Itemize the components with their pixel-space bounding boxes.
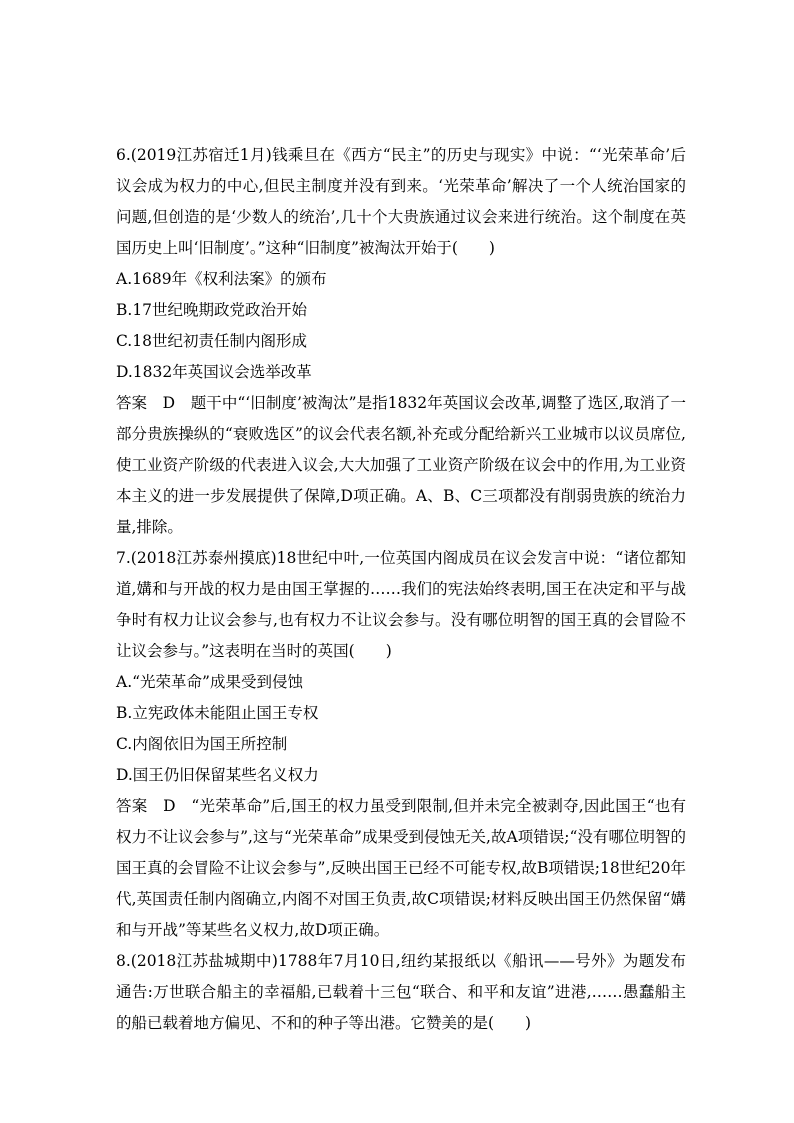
question-6-option-d: D.1832年英国议会选举改革 <box>116 363 312 381</box>
question-6-option-a: A.1689年《权利法案》的颁布 <box>116 270 327 288</box>
question-7-answer: 答案 D “光荣革命”后,国王的权力虽受到限制,但并未完全被剥夺,因此国王“也有权力不让议会参与”,这与“光荣革命”成果受到侵蚀无关,故A项错误;“没有哪位明智的国王真的会冒险不让议会参与”,反映出国王已经不可能专权,故B项错误;18世纪20年代,英国责任制内阁确立,内阁不对国王负责,故C项错误;材料反映出国王仍然保留“媾和与开战”等某些名义权力,故D项正确。 <box>116 797 686 939</box>
question-7-option-a: A.“光荣革命”成果受到侵蚀 <box>116 673 303 691</box>
question-6-option-c: C.18世纪初责任制内阁形成 <box>116 332 307 350</box>
question-7 <box>116 543 686 946</box>
question-6-stem: 6.(2019江苏宿迁1月)钱乘旦在《西方“民主”的历史与现实》中说：“‘光荣革命’后议会成为权力的中心,但民主制度并没有到来。‘光荣革命’解决了一个人统治国家的问题,但创造的是‘少数人的统治’,几十个大贵族通过议会来进行统治。这个制度在英国历史上叫‘旧制度’。”这种“旧制度”被淘汰开始于( ) <box>116 146 686 257</box>
question-7-option-b: B.立宪政体未能阻止国王专权 <box>116 704 319 722</box>
question-6 <box>116 140 686 543</box>
question-7-option-d: D.国王仍旧保留某些名义权力 <box>116 766 319 784</box>
document-content <box>116 140 686 1039</box>
question-7-stem: 7.(2018江苏泰州摸底)18世纪中叶,一位英国内阁成员在议会发言中说：“诸位都知道,媾和与开战的权力是由国王掌握的……我们的宪法始终表明,国王在决定和平与战争时有权力让议会参与,也有权力不让议会参与。没有哪位明智的国王真的会冒险不让议会参与。”这表明在当时的英国( ) <box>116 549 686 660</box>
question-8 <box>116 946 686 1039</box>
question-8-stem: 8.(2018江苏盐城期中)1788年7月10日,纽约某报纸以《船讯——号外》为题发布通告:万世联合船主的幸福船,已载着十三包“联合、和平和友谊”进港,……愚蠢船主的船已载着地方偏见、不和的种子等出港。它赞美的是( ) <box>116 952 686 1032</box>
question-6-option-b: B.17世纪晚期政党政治开始 <box>116 301 308 319</box>
question-6-answer: 答案 D 题干中“‘旧制度’被淘汰”是指1832年英国议会改革,调整了选区,取消了一部分贵族操纵的“衰败选区”的议会代表名额,补充或分配给新兴工业城市以议员席位,使工业资产阶级的代表进入议会,大大加强了工业资产阶级在议会中的作用,为工业资本主义的进一步发展提供了保障,D项正确。A、B、C三项都没有削弱贵族的统治力量,排除。 <box>116 394 686 536</box>
question-7-option-c: C.内阁依旧为国王所控制 <box>116 735 288 753</box>
